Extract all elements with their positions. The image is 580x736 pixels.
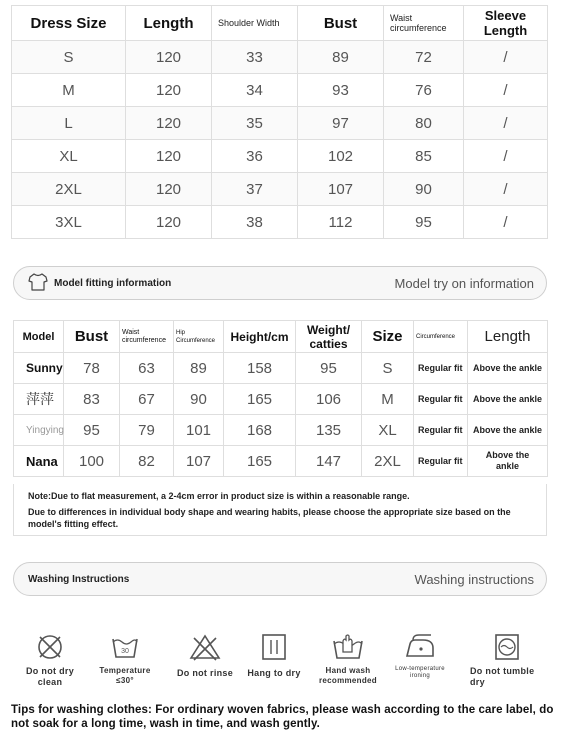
fit-cell: Regular fit (414, 446, 468, 477)
fit-cell: Regular fit (414, 415, 468, 446)
washing-tips: Tips for washing clothes: For ordinary woven fabrics, please wash according to the care label, do not soak for a long time, wash in time, and wash gently. (11, 704, 554, 730)
bust-cell: 93 (298, 74, 384, 107)
care-icons-row (18, 632, 558, 696)
height-col-header: Height/cm (224, 321, 296, 353)
wash-30-icon (110, 632, 140, 662)
sleeve-cell: / (464, 107, 548, 140)
care-item-rinse (170, 632, 240, 679)
model-name-cell: Yingying (14, 415, 64, 446)
length-cell: Above the ankle (468, 384, 548, 415)
bust-cell: 83 (64, 384, 120, 415)
note-flat-measurement: Note:Due to flat measurement, a 2-4cm error in product size is within a reasonable range. (28, 491, 410, 501)
size-chart-table (11, 5, 548, 239)
size-cell: M (362, 384, 414, 415)
sleeve-cell: / (464, 140, 548, 173)
bust-cell: 89 (298, 41, 384, 74)
model-info-section-header (13, 266, 547, 300)
weight-cell: 106 (296, 384, 362, 415)
bust-cell: 78 (64, 353, 120, 384)
model-section-title: Model fitting information (54, 277, 172, 289)
washing-section-title: Washing Instructions (28, 573, 130, 585)
weight-cell: 147 (296, 446, 362, 477)
length-cell: Above the ankle (468, 353, 548, 384)
do-not-rinse-icon (188, 632, 222, 662)
shoulder-cell: 35 (212, 107, 298, 140)
care-label: Temperature ≤30° (99, 666, 151, 685)
circumference-col-header: Circumference (414, 321, 468, 353)
size-cell: 3XL (12, 206, 126, 239)
measurement-note (13, 484, 547, 536)
care-label: Low-temperature ironing (395, 666, 445, 679)
waist-col-header: Waist circumference (384, 6, 464, 41)
size-chart-header-row (12, 6, 548, 41)
waist-cell: 67 (120, 384, 174, 415)
length-cell: Above the ankle (468, 446, 548, 477)
bust-cell: 97 (298, 107, 384, 140)
shoulder-cell: 33 (212, 41, 298, 74)
shoulder-cell: 34 (212, 74, 298, 107)
do-not-tumble-dry-icon (492, 632, 522, 662)
sleeve-cell: / (464, 74, 548, 107)
weight-cell: 95 (296, 353, 362, 384)
shoulder-col-header: Shoulder Width (212, 6, 298, 41)
waist-cell: 95 (384, 206, 464, 239)
care-label: Hand wash recommended (319, 666, 377, 685)
care-label: Hang to dry (247, 668, 301, 678)
model-col-header: Model (14, 321, 64, 353)
weight-cell: 135 (296, 415, 362, 446)
size-row (12, 140, 548, 173)
care-label: Do not dry clean (26, 666, 74, 687)
size-row (12, 74, 548, 107)
size-cell: S (362, 353, 414, 384)
sleeve-cell: / (464, 206, 548, 239)
sleeve-cell: / (464, 173, 548, 206)
waist-col-header: Waist circumference (120, 321, 174, 353)
waist-cell: 85 (384, 140, 464, 173)
waist-cell: 80 (384, 107, 464, 140)
model-row (14, 415, 548, 446)
model-section-subtitle: Model try on information (394, 275, 534, 291)
shoulder-cell: 37 (212, 173, 298, 206)
height-cell: 158 (224, 353, 296, 384)
model-name-cell: Sunny (14, 353, 64, 384)
size-col-header: Dress Size (12, 6, 126, 41)
size-row (12, 173, 548, 206)
height-cell: 168 (224, 415, 296, 446)
waist-cell: 79 (120, 415, 174, 446)
length-col-header: Length (126, 6, 212, 41)
hand-wash-icon (331, 632, 365, 662)
size-col-header: Size (362, 321, 414, 353)
length-cell: 120 (126, 107, 212, 140)
care-item-hang-dry (242, 632, 306, 679)
bust-col-header: Bust (298, 6, 384, 41)
length-cell: Above the ankle (468, 415, 548, 446)
iron-low-icon (403, 632, 437, 662)
size-cell: M (12, 74, 126, 107)
size-row (12, 41, 548, 74)
waist-cell: 72 (384, 41, 464, 74)
height-cell: 165 (224, 446, 296, 477)
bust-cell: 95 (64, 415, 120, 446)
waist-cell: 63 (120, 353, 174, 384)
bust-cell: 107 (298, 173, 384, 206)
length-cell: 120 (126, 206, 212, 239)
washing-section-header (13, 562, 547, 596)
bust-cell: 100 (64, 446, 120, 477)
size-row (12, 107, 548, 140)
waist-cell: 82 (120, 446, 174, 477)
care-label: Do not tumble dry (470, 666, 535, 687)
model-row (14, 353, 548, 384)
care-item-hand-wash (316, 632, 380, 686)
care-item-tumble (464, 632, 550, 688)
waist-cell: 76 (384, 74, 464, 107)
length-cell: 120 (126, 41, 212, 74)
size-cell: L (12, 107, 126, 140)
model-row (14, 384, 548, 415)
do-not-dry-clean-icon (35, 632, 65, 662)
fit-cell: Regular fit (414, 353, 468, 384)
size-cell: 2XL (12, 173, 126, 206)
length-cell: 120 (126, 74, 212, 107)
shoulder-cell: 36 (212, 140, 298, 173)
size-cell: XL (12, 140, 126, 173)
sleeve-cell: / (464, 41, 548, 74)
model-name-cell: Nana (14, 446, 64, 477)
bust-cell: 102 (298, 140, 384, 173)
model-fitting-table (13, 320, 548, 477)
hip-cell: 89 (174, 353, 224, 384)
sleeve-col-header: Sleeve Length (464, 6, 548, 41)
tshirt-icon (28, 273, 48, 294)
size-row (12, 206, 548, 239)
fit-cell: Regular fit (414, 384, 468, 415)
model-row (14, 446, 548, 477)
care-item-temperature (90, 632, 160, 686)
bust-cell: 112 (298, 206, 384, 239)
hip-cell: 101 (174, 415, 224, 446)
care-item-dry-clean (18, 632, 82, 688)
size-cell: XL (362, 415, 414, 446)
waist-cell: 90 (384, 173, 464, 206)
hip-cell: 107 (174, 446, 224, 477)
hang-to-dry-icon (259, 632, 289, 662)
size-cell: 2XL (362, 446, 414, 477)
svg-text:30: 30 (121, 648, 129, 655)
care-item-ironing (390, 632, 450, 680)
shoulder-cell: 38 (212, 206, 298, 239)
length-cell: 120 (126, 173, 212, 206)
weight-col-header: Weight/ catties (296, 321, 362, 353)
size-cell: S (12, 41, 126, 74)
note-body-shape: Due to differences in individual body shape and wearing habits, please choose the appropriate size based on the model's fitting effect. (28, 507, 511, 529)
hip-cell: 90 (174, 384, 224, 415)
length-cell: 120 (126, 140, 212, 173)
height-cell: 165 (224, 384, 296, 415)
care-label: Do not rinse (176, 668, 234, 678)
model-name-cell: 萍萍 (14, 384, 64, 415)
hip-col-header: Hip Circumference (174, 321, 224, 353)
washing-section-subtitle: Washing instructions (414, 571, 534, 587)
bust-col-header: Bust (64, 321, 120, 353)
length-col-header: Length (468, 321, 548, 353)
model-header-row (14, 321, 548, 353)
